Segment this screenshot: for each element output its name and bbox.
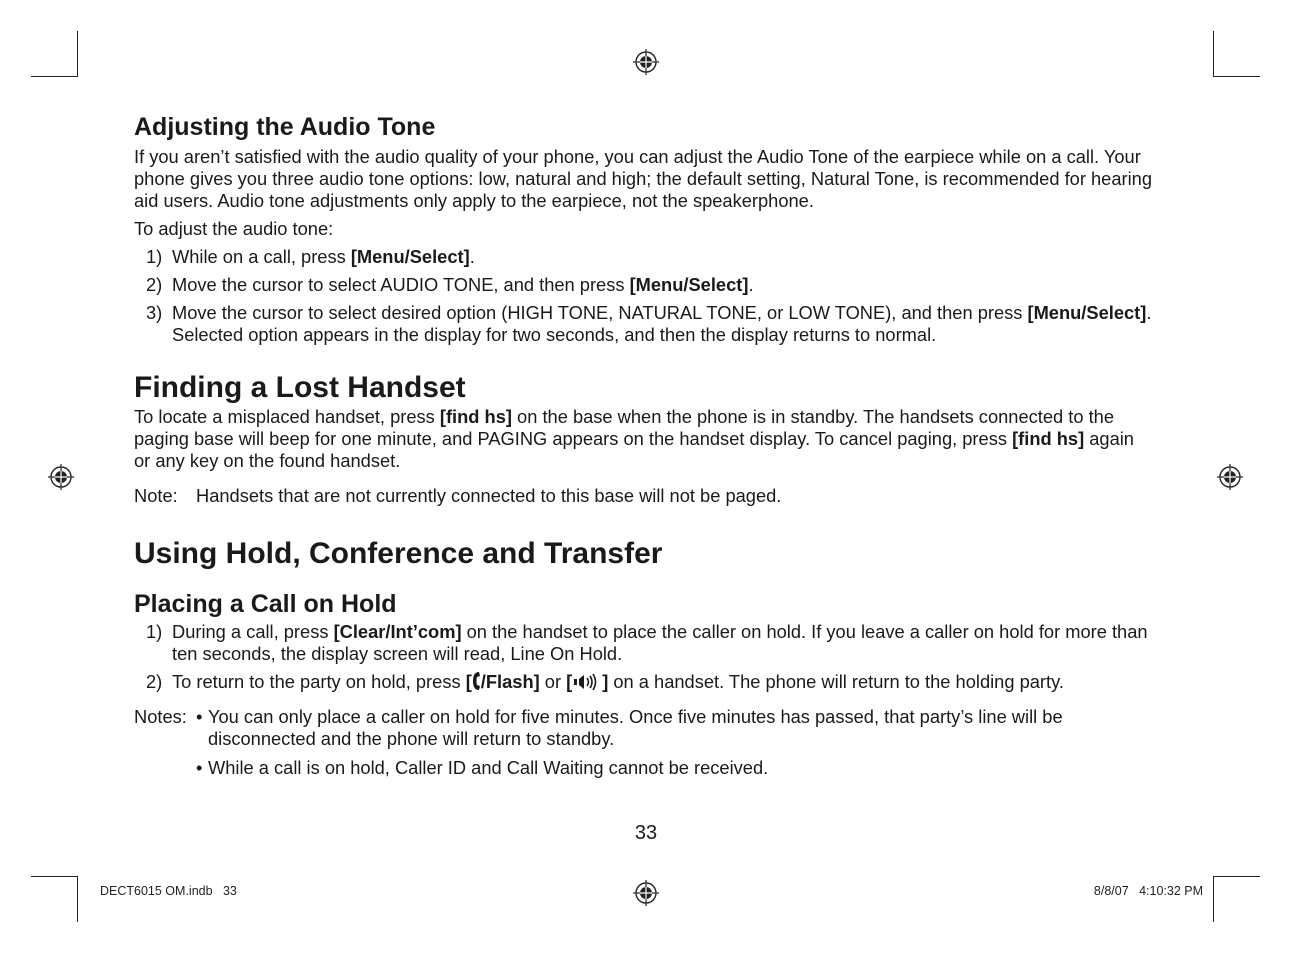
step-number: 1) (146, 246, 163, 267)
key-label: [Menu/Select] (350, 246, 470, 267)
step-number: 2) (146, 274, 163, 295)
step-text: While on a call, press (172, 246, 351, 267)
key-label: [Clear/Int’com] (333, 621, 462, 642)
list-item (134, 621, 1154, 665)
key-label: [find hs] (439, 406, 512, 427)
key-label: [find hs] (1012, 428, 1085, 449)
key-text: /Flash] (480, 671, 540, 692)
section-heading-hold-conference-transfer: Using Hold, Conference and Transfer (134, 537, 663, 570)
body-text: To locate a misplaced handset, press (134, 406, 440, 427)
section-heading-lost-handset: Finding a Lost Handset (134, 371, 466, 404)
step-text: To return to the party on hold, press (172, 671, 466, 692)
page-content (134, 112, 1154, 779)
bracket: ] (602, 671, 609, 692)
registration-mark-icon (632, 48, 660, 76)
key-label (566, 671, 608, 692)
bracket: [ (566, 671, 573, 692)
step-text: . (748, 274, 754, 295)
registration-mark-icon (632, 879, 660, 907)
note-text: Handsets that are not currently connected to this base will not be paged. (196, 485, 782, 506)
step-number: 1) (146, 621, 163, 642)
slug-right: 8/8/07 4:10:32 PM (1093, 884, 1203, 898)
crop-mark-bottom-left-h (31, 876, 77, 877)
page-number: 33 (634, 822, 658, 844)
step-text: on the handset to place the caller on hold. If you leave a caller on hold for more than ten seconds, the display screen will read, Line On Hold. (172, 621, 1148, 664)
step-number: 2) (146, 671, 163, 692)
step-text: Move the cursor to select desired option (HIGH TONE, NATURAL TONE, or LOW TONE), and then press (172, 302, 1028, 323)
audio-tone-intro: If you aren’t satisfied with the audio quality of your phone, you can adjust the Audio Tone of the earpiece while on a call. Your phone gives you three audio tone options: low, natural and high; the default setting, Natural Tone, is recommended for hearing aid users. Audio tone adjustments only apply to the earpiece, not the speakerphone. (134, 146, 1152, 211)
step-text: or (539, 671, 567, 692)
step-text: on a handset. The phone will return to the holding party. (608, 671, 1064, 692)
talk-phone-icon (472, 671, 481, 691)
step-number: 3) (146, 302, 163, 323)
crop-mark-bottom-left-v (77, 876, 78, 922)
step-text: During a call, press (172, 621, 334, 642)
list-item (134, 302, 1154, 346)
subsection-heading-placing-hold: Placing a Call on Hold (134, 590, 397, 618)
crop-mark-top-left-v (77, 31, 78, 77)
bullet: • (196, 706, 203, 727)
key-label: [Menu/Select] (629, 274, 749, 295)
step-text: . (469, 246, 475, 267)
key-label: [Menu/Select] (1027, 302, 1147, 323)
list-item (134, 246, 1154, 268)
notes-label: Notes: (134, 706, 187, 727)
crop-mark-bottom-right-v (1213, 876, 1214, 922)
section-heading-audio-tone: Adjusting the Audio Tone (134, 113, 436, 141)
list-item (196, 706, 1154, 750)
crop-mark-top-right-v (1213, 31, 1214, 77)
audio-tone-steps (134, 246, 1154, 346)
lost-handset-note (134, 485, 1154, 507)
list-item (196, 757, 1154, 779)
registration-mark-icon (47, 463, 75, 491)
note-text: You can only place a caller on hold for five minutes. Once five minutes has passed, that party’s line will be disconnected and the phone will return to standby. (208, 706, 1063, 749)
notes-list (196, 706, 1154, 779)
note-label: Note: (134, 485, 178, 506)
list-item (134, 671, 1154, 693)
crop-mark-top-left-h (31, 76, 77, 77)
bullet: • (196, 757, 203, 778)
step-text: . Selected option appears in the display for two seconds, and then the display returns to normal. (172, 302, 1152, 345)
hold-notes (134, 706, 1154, 779)
slug-left: DECT6015 OM.indb 33 (100, 884, 237, 898)
crop-mark-bottom-right-h (1214, 876, 1260, 877)
audio-tone-lead: To adjust the audio tone: (134, 218, 334, 239)
step-text: Move the cursor to select AUDIO TONE, and then press (172, 274, 630, 295)
note-text: While a call is on hold, Caller ID and Call Waiting cannot be received. (208, 757, 769, 778)
bracket: [ (465, 671, 472, 692)
body-text: on the base when the phone is in standby. The handsets connected to the paging base will beep for one minute, and PAGING appears on the handset display. To cancel paging, press (134, 406, 1114, 449)
registration-mark-icon (1216, 463, 1244, 491)
speaker-icon (572, 673, 602, 691)
hold-steps (134, 621, 1154, 693)
key-label (466, 671, 540, 692)
list-item (134, 274, 1154, 296)
body-text: again or any key on the found handset. (134, 428, 1134, 471)
lost-handset-body (134, 406, 1154, 472)
crop-mark-top-right-h (1214, 76, 1260, 77)
